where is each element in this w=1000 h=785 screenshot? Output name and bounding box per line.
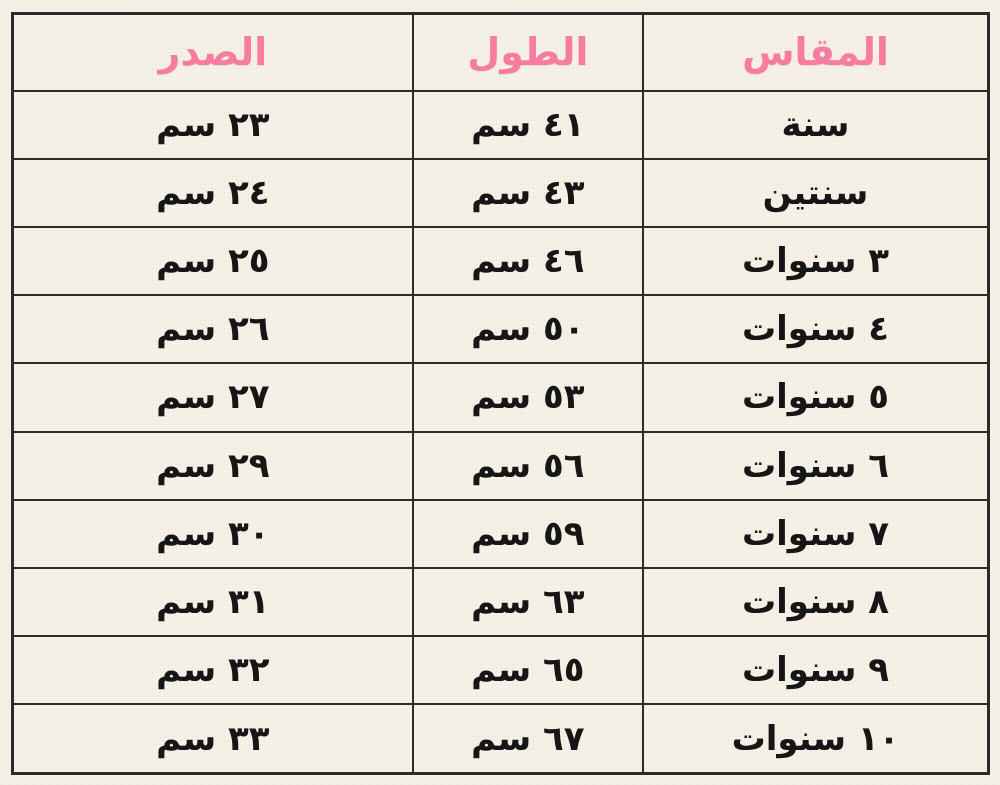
- table-row: [13, 568, 989, 636]
- length-cell: ٦٥ سم: [413, 636, 643, 704]
- chest-cell: ٢٩ سم: [13, 432, 413, 500]
- length-cell: ٥٣ سم: [413, 363, 643, 431]
- length-cell: ٥٩ سم: [413, 500, 643, 568]
- table-row: [13, 636, 989, 704]
- chest-cell: ٢٤ سم: [13, 159, 413, 227]
- size-cell: سنتين: [643, 159, 989, 227]
- length-cell: ٥٠ سم: [413, 295, 643, 363]
- size-chart-table: [11, 12, 990, 775]
- header-length: الطول: [413, 14, 643, 91]
- table-body: [13, 91, 989, 774]
- header-chest: الصدر: [13, 14, 413, 91]
- size-cell: ٣ سنوات: [643, 227, 989, 295]
- size-cell: ٨ سنوات: [643, 568, 989, 636]
- length-cell: ٤١ سم: [413, 91, 643, 159]
- chest-cell: ٢٧ سم: [13, 363, 413, 431]
- header-size: المقاس: [643, 14, 989, 91]
- chest-cell: ٢٦ سم: [13, 295, 413, 363]
- length-cell: ٦٧ سم: [413, 704, 643, 773]
- chest-cell: ٣٠ سم: [13, 500, 413, 568]
- size-cell: ٧ سنوات: [643, 500, 989, 568]
- header-row: [13, 14, 989, 91]
- size-cell: ١٠ سنوات: [643, 704, 989, 773]
- size-cell: ٦ سنوات: [643, 432, 989, 500]
- length-cell: ٤٦ سم: [413, 227, 643, 295]
- chest-cell: ٢٥ سم: [13, 227, 413, 295]
- table-row: [13, 295, 989, 363]
- chest-cell: ٢٣ سم: [13, 91, 413, 159]
- table-row: [13, 363, 989, 431]
- table-row: [13, 91, 989, 159]
- chest-cell: ٣١ سم: [13, 568, 413, 636]
- length-cell: ٥٦ سم: [413, 432, 643, 500]
- chest-cell: ٣٢ سم: [13, 636, 413, 704]
- table-row: [13, 159, 989, 227]
- size-cell: ٥ سنوات: [643, 363, 989, 431]
- size-cell: ٩ سنوات: [643, 636, 989, 704]
- size-cell: ٤ سنوات: [643, 295, 989, 363]
- chest-cell: ٣٣ سم: [13, 704, 413, 773]
- table-row: [13, 704, 989, 773]
- size-cell: سنة: [643, 91, 989, 159]
- table-row: [13, 500, 989, 568]
- length-cell: ٤٣ سم: [413, 159, 643, 227]
- table-row: [13, 227, 989, 295]
- length-cell: ٦٣ سم: [413, 568, 643, 636]
- table-row: [13, 432, 989, 500]
